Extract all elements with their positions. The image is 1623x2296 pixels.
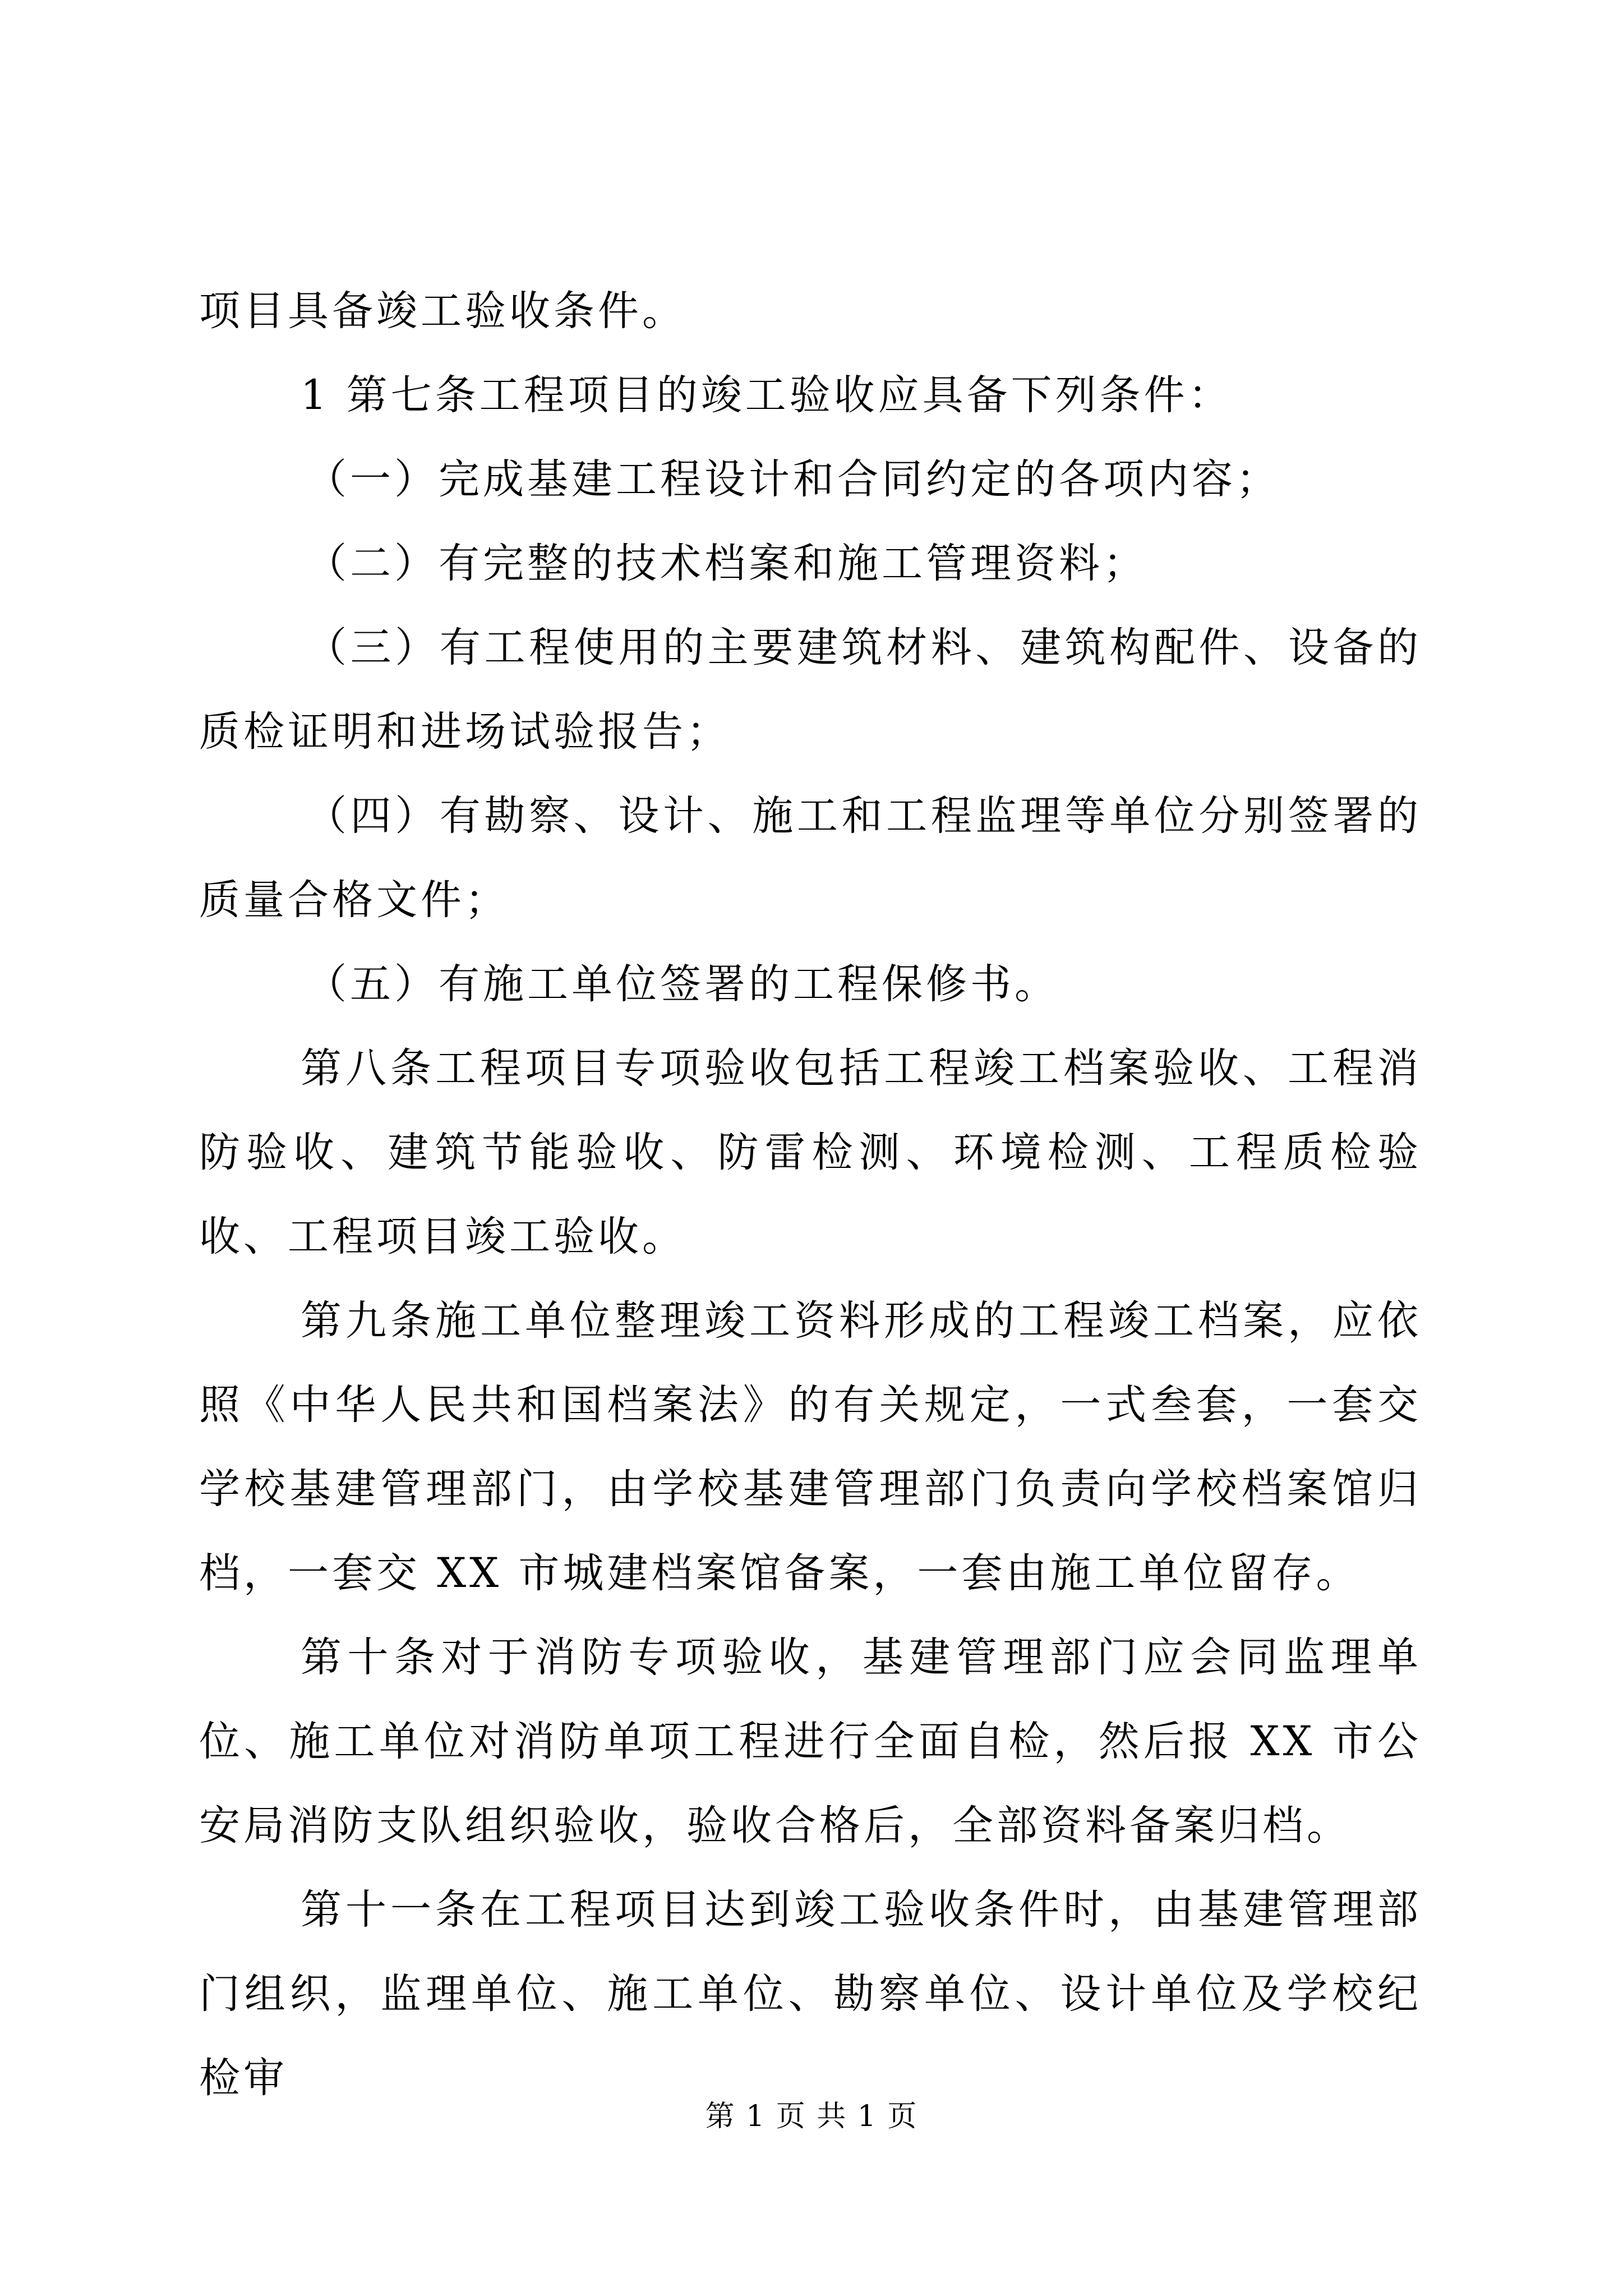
paragraph-article-9: 第九条施工单位整理竣工资料形成的工程竣工档案，应依照《中华人民共和国档案法》的有关规定，一式叁套，一套交学校基建管理部门，由学校基建管理部门负责向学校档案馆归档，一套交 XX 市城建档案馆备案，一套由施工单位留存。 [199, 1297, 1422, 1597]
list-item-3: （三）有工程使用的主要建筑材料、建筑构配件、设备的质检证明和进场试验报告； [199, 624, 1422, 756]
list-item-4: （四）有勘察、设计、施工和工程监理等单位分别签署的质量合格文件； [199, 792, 1422, 924]
list-item-2: （二）有完整的技术档案和施工管理资料； [306, 540, 1147, 587]
page-number-label: 第 1 页 共 1 页 [705, 2100, 918, 2133]
paragraph-article-11: 第十一条在工程项目达到竣工验收条件时，由基建管理部门组织，监理单位、施工单位、勘察单位、设计单位及学校纪检审 [199, 1886, 1422, 2102]
page-footer [0, 2097, 1623, 2136]
paragraph-1: 项目具备竣工验收条件。 [199, 287, 686, 335]
paragraph-article-8: 第八条工程项目专项验收包括工程竣工档案验收、工程消防验收、建筑节能验收、防雷检测、环境检测、工程质检验收、工程项目竣工验收。 [199, 1045, 1422, 1260]
paragraph-article-7: 1 第七条工程项目的竣工验收应具备下列条件： [301, 371, 1233, 419]
list-item-5: （五）有施工单位签署的工程保修书。 [306, 960, 1059, 1008]
list-item-1: （一）完成基建工程设计和合同约定的各项内容； [306, 455, 1280, 503]
paragraph-article-10: 第十条对于消防专项验收，基建管理部门应会同监理单位、施工单位对消防单项工程进行全面自检，然后报 XX 市公安局消防支队组织验收，验收合格后，全部资料备案归档。 [199, 1634, 1422, 1849]
document-body [199, 269, 1422, 2120]
